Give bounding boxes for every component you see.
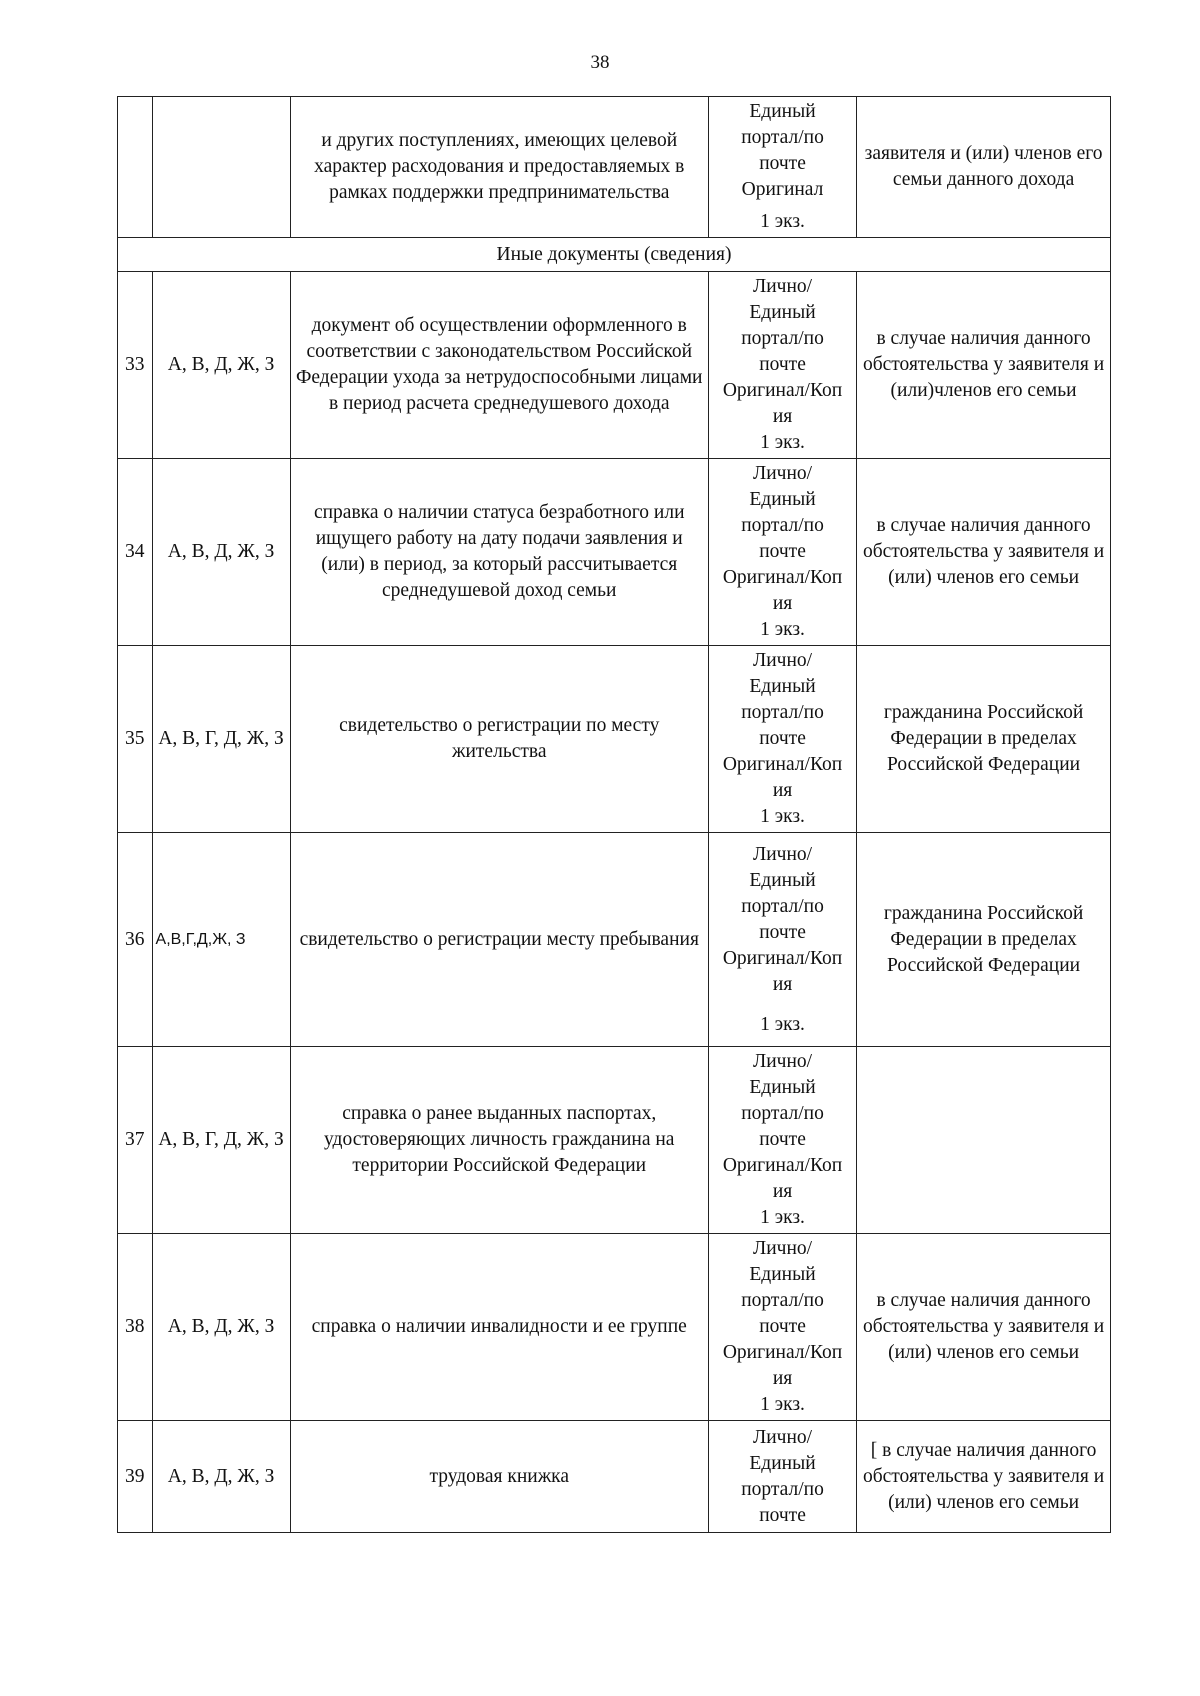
- row-document-cell: документ об осуществлении оформленного в соответствии с законодательством Российской Федерации ухода за нетрудоспособными лицами в период расчета среднедушевого дохода: [290, 272, 708, 459]
- submission-line: Лично/: [752, 650, 813, 671]
- row-note-cell: в случае наличия данного обстоятельства у заявителя и (или) членов его семьи: [857, 459, 1111, 646]
- copies-count: 1 экз.: [760, 211, 805, 232]
- submission-line: почте: [759, 354, 806, 375]
- row-category-cell: [152, 97, 290, 238]
- row-submission-cell: [708, 1421, 856, 1533]
- row-submission-cell: [708, 1047, 856, 1234]
- row-number-cell: 35: [118, 646, 153, 833]
- submission-line: почте: [759, 1316, 806, 1337]
- row-submission-cell: [708, 833, 856, 1047]
- copies-count: 1 экз.: [760, 806, 805, 827]
- submission-line: портал/по: [741, 895, 824, 917]
- row-document-cell: трудовая книжка: [290, 1421, 708, 1533]
- row-submission-cell: [708, 1234, 856, 1421]
- row-note-cell: заявителя и (или) членов его семьи данного дохода: [857, 97, 1111, 238]
- submission-line: почте: [759, 1504, 806, 1526]
- submission-line: портал/по: [741, 1290, 824, 1311]
- row-document-cell: справка о наличии инвалидности и ее группе: [290, 1234, 708, 1421]
- table-row: [118, 1234, 1111, 1421]
- submission-line: Единый: [749, 101, 816, 122]
- copies-count: 1 экз.: [760, 619, 805, 640]
- submission-line: ия: [772, 1181, 793, 1202]
- submission-line: портал/по: [741, 1478, 824, 1500]
- submission-line: ия: [772, 780, 793, 801]
- row-number-cell: 36: [118, 833, 153, 1047]
- submission-line: почте: [759, 728, 806, 749]
- table-row: [118, 646, 1111, 833]
- submission-line: Оригинал/Коп: [722, 947, 843, 969]
- submission-line: Единый: [749, 1452, 816, 1474]
- row-number-cell: 33: [118, 272, 153, 459]
- submission-line: портал/по: [741, 515, 824, 536]
- submission-line: портал/по: [741, 127, 824, 148]
- row-category-cell: А, В, Д, Ж, З: [152, 1421, 290, 1533]
- submission-line: Лично/: [752, 1426, 813, 1448]
- row-category-cell: А, В, Д, Ж, З: [152, 459, 290, 646]
- copies-count: 1 экз.: [760, 1013, 805, 1035]
- submission-line: Оригинал/Коп: [722, 1342, 843, 1363]
- submission-line: Единый: [749, 869, 816, 891]
- row-submission-cell: [708, 97, 856, 238]
- submission-line: Оригинал/Коп: [722, 380, 843, 401]
- row-note-cell: в случае наличия данного обстоятельства у заявителя и (или)членов его семьи: [857, 272, 1111, 459]
- submission-line: Единый: [749, 302, 816, 323]
- row-category-cell: А, В, Г, Д, Ж, З: [152, 1047, 290, 1234]
- submission-line: портал/по: [741, 702, 824, 723]
- row-number-cell: 39: [118, 1421, 153, 1533]
- row-number-cell: [118, 97, 153, 238]
- copies-count: 1 экз.: [760, 1394, 805, 1415]
- row-category-cell: А,В,Г,Д,Ж, З: [152, 833, 290, 1047]
- table-row: [118, 459, 1111, 646]
- row-submission-cell: [708, 459, 856, 646]
- table-row: [118, 1047, 1111, 1234]
- table-row: [118, 833, 1111, 1047]
- submission-line: ия: [772, 406, 793, 427]
- submission-line: почте: [759, 541, 806, 562]
- table-row: [118, 1421, 1111, 1533]
- submission-line: Лично/: [752, 276, 813, 297]
- submission-line: Единый: [749, 1077, 816, 1098]
- submission-line: Оригинал: [741, 179, 824, 200]
- submission-line: Единый: [749, 676, 816, 697]
- row-note-cell: в случае наличия данного обстоятельства у заявителя и (или) членов его семьи: [857, 1234, 1111, 1421]
- submission-line: портал/по: [741, 1103, 824, 1124]
- submission-line: Лично/: [752, 1238, 813, 1259]
- submission-line: ия: [772, 593, 793, 614]
- row-category-cell: А, В, Д, Ж, З: [152, 272, 290, 459]
- submission-line: Единый: [749, 1264, 816, 1285]
- row-number-cell: 38: [118, 1234, 153, 1421]
- submission-line: Лично/: [752, 463, 813, 484]
- row-note-cell: [ в случае наличия данного обстоятельства у заявителя и (или) членов его семьи: [857, 1421, 1111, 1533]
- submission-line: Оригинал/Коп: [722, 567, 843, 588]
- table-row: [118, 272, 1111, 459]
- row-category-cell: А, В, Г, Д, Ж, З: [152, 646, 290, 833]
- row-number-cell: 37: [118, 1047, 153, 1234]
- submission-line: Лично/: [752, 1051, 813, 1072]
- row-document-cell: свидетельство о регистрации по месту жительства: [290, 646, 708, 833]
- row-document-cell: справка о наличии статуса безработного или ищущего работу на дату подачи заявления и (или) в период, за который рассчитывается среднедушевой доход семьи: [290, 459, 708, 646]
- submission-line: ия: [772, 973, 793, 995]
- row-note-cell: гражданина Российской Федерации в пределах Российской Федерации: [857, 833, 1111, 1047]
- row-submission-cell: [708, 646, 856, 833]
- submission-line: почте: [759, 1129, 806, 1150]
- submission-line: Единый: [749, 489, 816, 510]
- copies-count: 1 экз.: [760, 432, 805, 453]
- section-header-row: [118, 238, 1111, 272]
- submission-line: Лично/: [752, 843, 813, 865]
- page-number: 38: [590, 52, 610, 73]
- row-note-cell: гражданина Российской Федерации в пределах Российской Федерации: [857, 646, 1111, 833]
- submission-line: почте: [759, 921, 806, 943]
- submission-line: Оригинал/Коп: [722, 754, 843, 775]
- row-submission-cell: [708, 272, 856, 459]
- submission-line: почте: [759, 153, 806, 174]
- row-document-cell: справка о ранее выданных паспортах, удостоверяющих личность гражданина на территории Российской Федерации: [290, 1047, 708, 1234]
- row-number-cell: 34: [118, 459, 153, 646]
- submission-line: Оригинал/Коп: [722, 1155, 843, 1176]
- submission-line: портал/по: [741, 328, 824, 349]
- copies-count: 1 экз.: [760, 1207, 805, 1228]
- row-note-cell: [857, 1047, 1111, 1234]
- documents-table: [117, 96, 1111, 1533]
- submission-line: ия: [772, 1368, 793, 1389]
- row-document-cell: и других поступлениях, имеющих целевой характер расходования и предоставляемых в рамках поддержки предпринимательства: [290, 97, 708, 238]
- table-row-continued: [118, 97, 1111, 238]
- row-document-cell: свидетельство о регистрации месту пребывания: [290, 833, 708, 1047]
- section-header: Иные документы (сведения): [118, 238, 1111, 272]
- row-category-cell: А, В, Д, Ж, З: [152, 1234, 290, 1421]
